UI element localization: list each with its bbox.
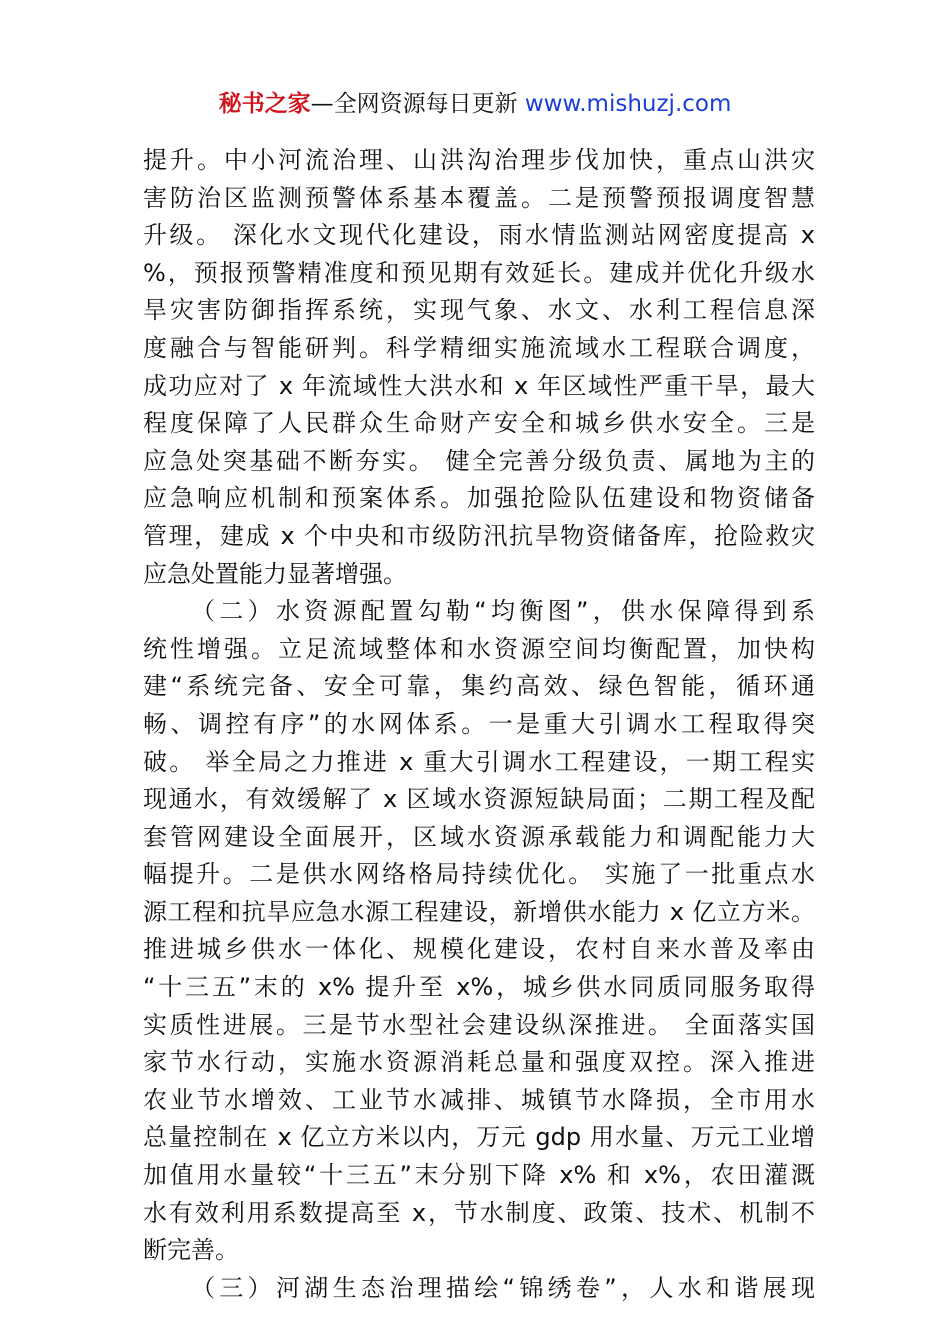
text-line: 水有效利用系数提高至 x，节水制度、政策、技术、机制不 bbox=[143, 1198, 815, 1227]
text-line: 统性增强。立足流域整体和水资源空间均衡配置，加快构 bbox=[143, 634, 815, 663]
text-line: 管理，建成 x 个中央和市级防汛抗旱物资储备库，抢险救灾 bbox=[143, 521, 815, 550]
text-line: 度融合与智能研判。科学精细实施流域水工程联合调度， bbox=[143, 333, 815, 362]
text-line: 畅、调控有序”的水网体系。一是重大引调水工程取得突 bbox=[143, 709, 815, 738]
text-line: 加值用水量较“十三五”末分别下降 x% 和 x%，农田灌溉 bbox=[143, 1161, 815, 1190]
text-line: 破。 举全局之力推进 x 重大引调水工程建设，一期工程实 bbox=[143, 747, 815, 776]
text-line: 害防治区监测预警体系基本覆盖。二是预警预报调度智慧 bbox=[143, 183, 815, 212]
text-line: 源工程和抗旱应急水源工程建设，新增供水能力 x 亿立方米。 bbox=[143, 897, 815, 926]
text-line: 旱灾害防御指挥系统，实现气象、水文、水利工程信息深 bbox=[143, 296, 815, 325]
text-line: 幅提升。二是供水网络格局持续优化。 实施了一批重点水 bbox=[143, 860, 815, 889]
site-brand: 秘书之家 bbox=[218, 91, 311, 117]
text-line: 断完善。 bbox=[143, 1236, 239, 1265]
site-url-link[interactable]: www.mishuzj.com bbox=[524, 91, 732, 117]
text-line: %，预报预警精准度和预见期有效延长。建成并优化升级水 bbox=[143, 258, 815, 287]
text-line: 成功应对了 x 年流域性大洪水和 x 年区域性严重干旱，最大 bbox=[143, 371, 815, 400]
text-line: 总量控制在 x 亿立方米以内，万元 gdp 用水量、万元工业增 bbox=[143, 1123, 815, 1152]
text-line: 程度保障了人民群众生命财产安全和城乡供水安全。三是 bbox=[143, 409, 815, 438]
site-header bbox=[0, 88, 950, 120]
text-line: 应急处置能力显著增强。 bbox=[143, 559, 407, 588]
section-heading-line: （三）河湖生态治理描绘“锦绣卷”，人水和谐展现 bbox=[191, 1273, 815, 1302]
text-line: 套管网建设全面展开，区域水资源承载能力和调配能力大 bbox=[143, 822, 815, 851]
text-line: 现通水，有效缓解了 x 区域水资源短缺局面；二期工程及配 bbox=[143, 785, 815, 814]
section-heading-line: （二）水资源配置勾勒“均衡图”，供水保障得到系 bbox=[191, 597, 815, 626]
site-tagline: —全网资源每日更新 bbox=[310, 91, 525, 117]
text-line: “十三五”末的 x% 提升至 x%，城乡供水同质同服务取得 bbox=[143, 973, 815, 1002]
text-line: 建“系统完备、安全可靠，集约高效、绿色智能，循环通 bbox=[143, 672, 815, 701]
text-line: 应急响应机制和预案体系。加强抢险队伍建设和物资储备 bbox=[143, 484, 815, 513]
text-line: 农业节水增效、工业节水减排、城镇节水降损，全市用水 bbox=[143, 1085, 815, 1114]
document-body bbox=[143, 142, 815, 1307]
text-line: 升级。 深化水文现代化建设，雨水情监测站网密度提高 x bbox=[143, 221, 815, 250]
text-line: 推进城乡供水一体化、规模化建设，农村自来水普及率由 bbox=[143, 935, 815, 964]
text-line: 实质性进展。三是节水型社会建设纵深推进。 全面落实国 bbox=[143, 1010, 815, 1039]
text-line: 家节水行动，实施水资源消耗总量和强度双控。深入推进 bbox=[143, 1048, 815, 1077]
text-line: 应急处突基础不断夯实。 健全完善分级负责、属地为主的 bbox=[143, 446, 815, 475]
text-line: 提升。中小河流治理、山洪沟治理步伐加快，重点山洪灾 bbox=[143, 146, 815, 174]
